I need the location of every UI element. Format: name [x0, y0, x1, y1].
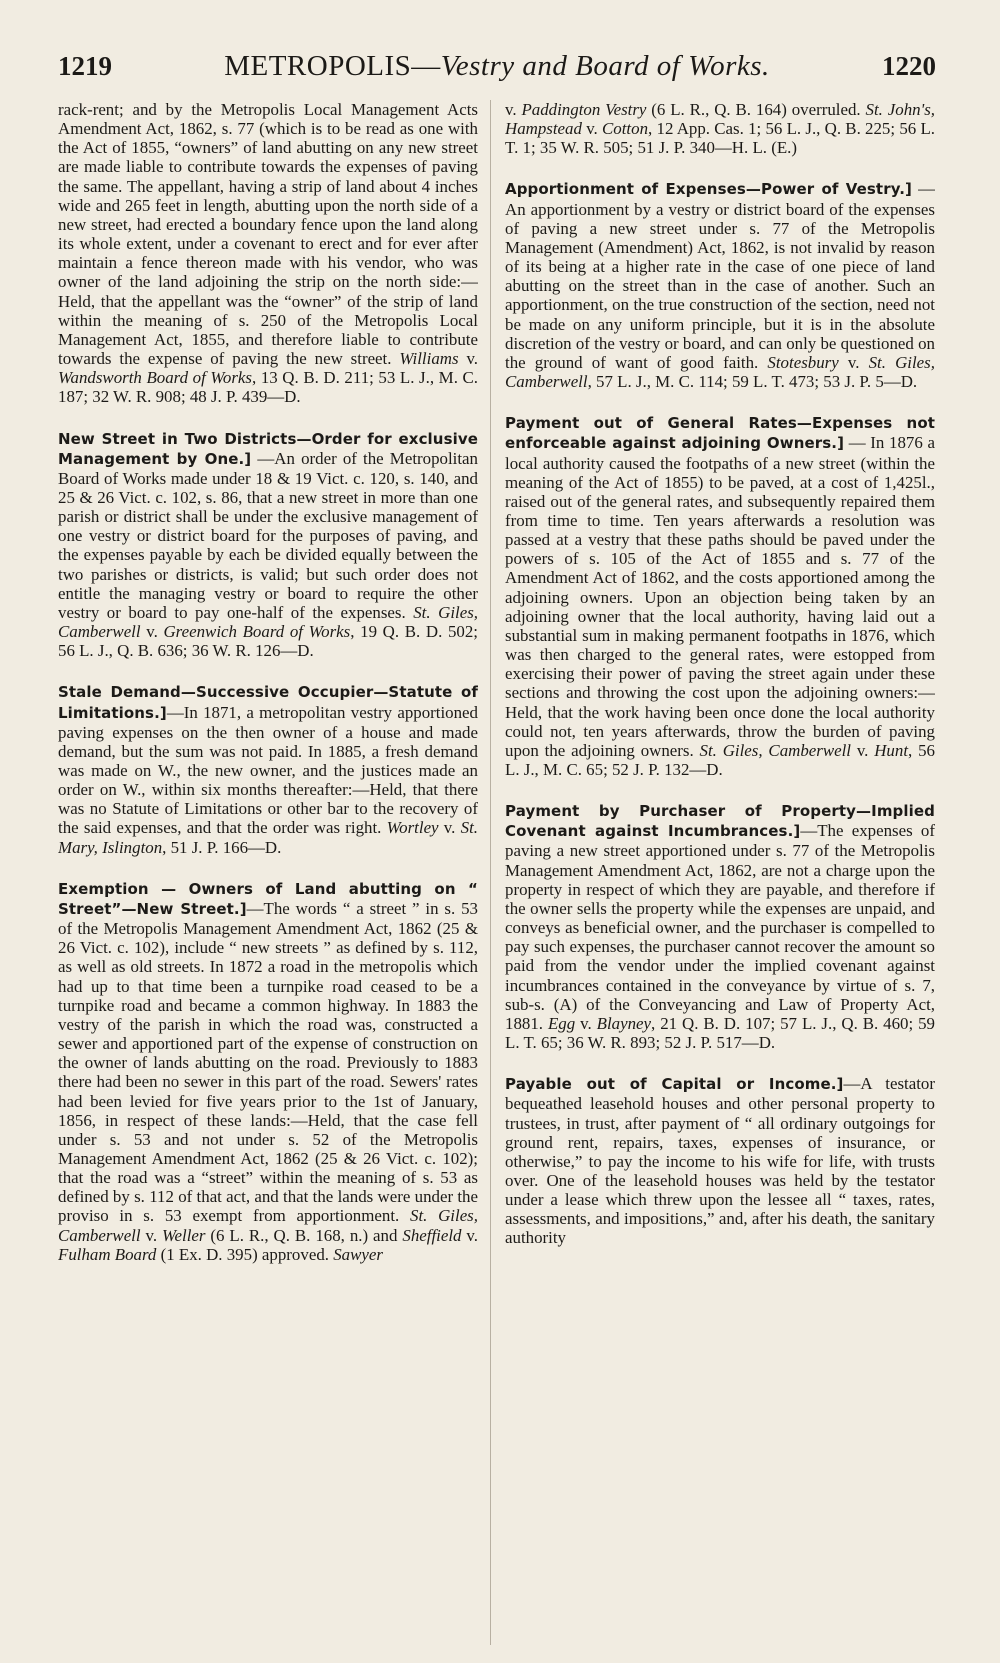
entry-heading: Payment by Purchaser of Property—Implied Covenant against Incumbrances.]	[505, 802, 935, 841]
case-separator: v.	[438, 818, 461, 838]
case-separator: v.	[851, 740, 875, 760]
body-text: —The words “ a street ” in s. 53 of the Metropolis Management Amendment Act, 1862 (25 & 26 Vict. c. 102), include “ new streets ” as defined by s. 112, as well as old streets. In 1872 a road in the metropolis which had up to that time been a turnpike road ceased to be a turnpike road and became a common highway. In 1883 the vestry of the parish in which the road was, constructed a sewer and apportioned part of the expense of construction on the owner of lands abutting on the road. Previously to 1883 there had been no sewer in this part of the road. Sewers' rates had been levied for five years prior to the 1st of January, 1856, in respect of these lands:—Held, that the case fell under s. 53 and not under s. 52 of the Metropolis Management Amendment Act, 1862 (25 & 26 Vict. c. 102); that the road was a “street” within the meaning of s. 53 as defined by s. 112 of that act, and that the lands were under the proviso in s. 53 exempt from apportionment.	[58, 898, 478, 1226]
body-text: —In 1871, a metropolitan vestry apportioned paving expenses on the then owner of a house and made demand, but the sum was not paid. In 1885, a fresh demand was made on W., the new owner, and the justices made an order on W., within six months thereafter:—Held, that there was no Statute of Limitations or other bar to the recovery of the said expenses, and that the order was right.	[58, 702, 478, 838]
entry-text	[58, 429, 478, 661]
case-name: St. Giles, Camberwell	[699, 740, 851, 760]
entry-payment-by-purchaser	[505, 801, 935, 1052]
citation: (6 L. R., Q. B. 168, n.) and	[205, 1225, 403, 1245]
running-title-italic: Vestry and Board of Works.	[440, 50, 770, 82]
case-name: St. Giles, Camberwell	[58, 602, 478, 642]
body-text: —A testator bequeathed leasehold houses and other personal property to trustees, in trust, after payment of “ all ordinary outgoings for ground rent, repairs, taxes, expenses of insurance, or otherwise,” to pay the income to his wife for life, with trusts over. One of the leasehold houses was held by the testator under a lease which threw upon the lessee all “ taxes, rates, assessments, and impositions,” and, after his death, the sanitary authority	[505, 1074, 935, 1248]
entry-text	[505, 413, 935, 779]
entry-payment-general-rates	[505, 413, 935, 779]
case-name: St. Mary, Islington	[58, 818, 478, 857]
running-title	[224, 50, 770, 83]
left-column	[58, 100, 478, 1645]
citation: (6 L. R., Q. B. 164) overruled.	[646, 100, 866, 119]
case-name: Weller	[162, 1225, 206, 1245]
entry-text	[505, 179, 935, 391]
citation: , 19 Q. B. D. 502; 56 L. J., Q. B. 636; 36 W. R. 126—D.	[58, 622, 478, 661]
body-text: v.	[505, 100, 522, 119]
entry-exemption-owners	[58, 879, 478, 1264]
entry-heading: Payable out of Capital or Income.]	[505, 1075, 844, 1094]
entry-apportionment-of-expenses	[505, 179, 935, 391]
case-separator: v.	[140, 622, 164, 642]
case-name: St. John's, Hampstead	[505, 100, 935, 139]
case-separator: v.	[458, 349, 478, 369]
entry-payable-capital-or-income	[505, 1074, 935, 1247]
case-separator: v.	[461, 1225, 478, 1245]
case-separator: v.	[838, 352, 869, 372]
page-number-right: 1220	[882, 51, 936, 81]
case-name: Wandsworth Board of Works	[58, 368, 252, 388]
case-separator: v.	[581, 119, 603, 139]
body-text: —An apportionment by a vestry or district board of the expenses of paving a new street under s. 77 of the Metropolis Management (Amendment) Act, 1862, is not invalid by reason of its being at a higher rate in the case of one piece of land abutting on the street than in the case of another. Such an apportionment, on the true construction of the section, need not be made on any uniform principle, but it is in the absolute discretion of the vestry or board, and can only be questioned on the ground of want of good faith.	[505, 179, 935, 372]
entry-stale-demand	[58, 682, 478, 856]
citation: , 21 Q. B. D. 107; 57 L. J., Q. B. 460; 59 L. T. 65; 36 W. R. 893; 52 J. P. 517—D.	[505, 1013, 935, 1053]
entry-text	[505, 100, 935, 157]
citation: , 57 L. J., M. C. 114; 59 L. T. 473; 53 J. P. 5—D.	[587, 372, 918, 392]
case-name: Stotesbury	[767, 352, 839, 372]
entry-text	[58, 100, 478, 407]
entry-new-street-two-districts	[58, 429, 478, 661]
entry-continuation	[505, 100, 935, 157]
case-name: St. Giles, Camberwell	[58, 1206, 478, 1245]
entry-heading: Payment out of General Rates—Expenses not enforceable against adjoining Owners.]	[505, 414, 935, 453]
page-number-left: 1219	[58, 51, 112, 81]
column-divider	[490, 100, 491, 1645]
case-name: Cotton	[602, 119, 649, 139]
entry-text	[505, 1074, 935, 1247]
entry-text	[58, 879, 478, 1264]
citation: , 51 J. P. 166—D.	[162, 837, 282, 857]
case-name: Hunt	[874, 740, 909, 760]
running-title-main: METROPOLIS—	[224, 50, 441, 82]
case-name: Williams	[399, 349, 459, 369]
citation: , 12 App. Cas. 1; 56 L. J., Q. B. 225; 56 L. T. 1; 35 W. R. 505; 51 J. P. 340—H. L. (E.)	[505, 119, 935, 158]
entry-heading: Apportionment of Expenses—Power of Vestry.]	[505, 180, 912, 199]
body-text: —The expenses of paving a new street apportioned under s. 77 of the Metropolis Management Amendment Act, 1862, are not a charge upon the property in respect of which they are payable, and therefore if the owner sells the property while the expenses are unpaid, and conveys as beneficial owner, and the purchaser is compelled to pay such expenses, the purchaser cannot recover the amount so paid from the vendor under the implied covenant against incumbrances contained in the conveyance by virtue of s. 7, sub-s. (A) of the Conveyancing and Law of Property Act, 1881.	[505, 821, 935, 1033]
entry-heading: Exemption — Owners of Land abutting on “ Street”—New Street.]	[58, 879, 478, 918]
entry-text	[505, 801, 935, 1052]
case-name: Sheffield	[402, 1225, 462, 1245]
case-separator: v.	[575, 1013, 597, 1033]
case-name: Egg	[547, 1013, 576, 1033]
citation: , 56 L. J., M. C. 65; 52 J. P. 132—D.	[505, 740, 935, 779]
case-name: St. Giles, Camberwell	[505, 352, 935, 392]
body-text: —An order of the Metropolitan Board of Works made under 18 & 19 Vict. c. 120, s. 140, and 25 & 26 Vict. c. 102, s. 86, that a new street in more than one parish or district shall be under the exclusive management of one vestry or district board for the purposes of paving, and the expenses payable by each be divided equally between the two parishes or districts, is valid; but such order does not entitle the managing vestry or board to require the other vestry or board to pay one-half of the expenses.	[58, 448, 478, 622]
case-name: Wortley	[386, 818, 439, 838]
entry-text	[58, 682, 478, 856]
citation: , 13 Q. B. D. 211; 53 L. J., M. C. 187; 32 W. R. 908; 48 J. P. 439—D.	[58, 368, 478, 407]
case-name: Blayney	[596, 1013, 652, 1033]
case-separator: v.	[140, 1225, 163, 1245]
case-name: Greenwich Board of Works	[163, 622, 351, 642]
citation: (1 Ex. D. 395) approved.	[156, 1244, 334, 1264]
case-name: Sawyer	[333, 1244, 383, 1264]
body-text: — In 1876 a local authority caused the footpaths of a new street (within the meaning of the Act of 1855) to be paved, at a cost of 1,425l., raised out of the general rates, and subsequently repaired them from time to time. Ten years afterwards a resolution was passed at a vestry that these paths should be paved under the powers of s. 105 of the Act of 1855 and s. 77 of the Amendment Act of 1862, and the costs apportioned among the adjoining owners. Upon an objection being taken by an adjoining owner that the local authority, having laid out a substantial sum in making permanent footpaths in 1876, which was then charged to the general rates, were estopped from exercising their power of paving the street again under these sections and throwing the cost upon the adjoining owners:—Held, that the work having been once done the local authority could not, ten years afterwards, throw the burden of paving upon the adjoining owners.	[505, 433, 935, 760]
case-name: Fulham Board	[58, 1244, 157, 1264]
entry-heading: Stale Demand—Successive Occupier—Statute of Limitations.]	[58, 683, 478, 722]
right-column	[505, 100, 935, 1645]
body-text: rack-rent; and by the Metropolis Local Management Acts Amendment Act, 1862, s. 77 (which is to be read as one with the Act of 1855, “owners” of land abutting on any new street are made liable to contribute towards the expenses of paving the same. The appellant, having a strip of land about 4 inches wide and 265 feet in length, abutting upon the north side of a new street, had erected a boundary fence upon the land along its whole extent, under a covenant to erect and for ever after maintain a fence thereon made with his vendor, who was owner of the land adjoining the strip on the north side:—Held, that the appellant was the “owner” of the strip of land within the meaning of s. 250 of the Metropolis Local Management Act, 1855, and therefore liable to contribute towards the expense of paving the new street.	[58, 100, 478, 369]
entry-owner-strip-of-land	[58, 100, 478, 407]
case-name: Paddington Vestry	[521, 100, 647, 119]
entry-heading: New Street in Two Districts—Order for exclusive Management by One.]	[58, 429, 478, 468]
page-header	[58, 50, 936, 94]
